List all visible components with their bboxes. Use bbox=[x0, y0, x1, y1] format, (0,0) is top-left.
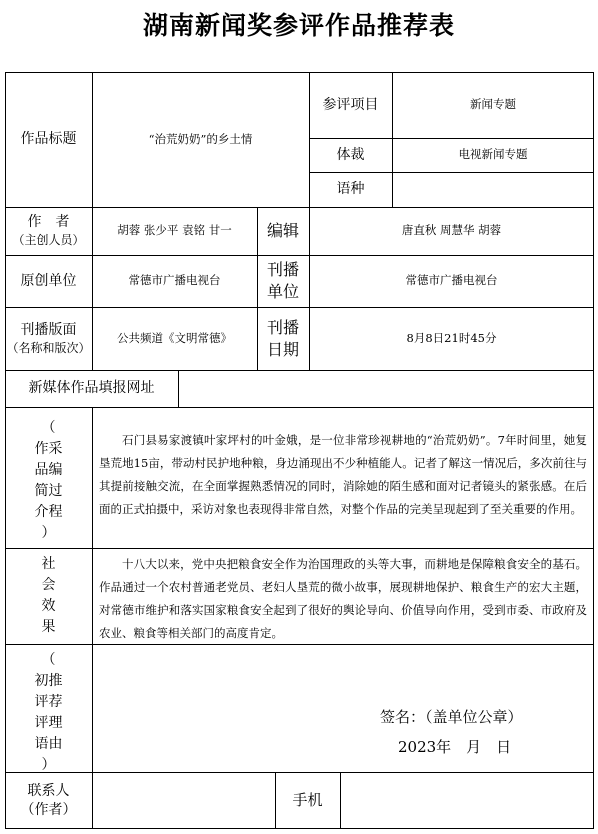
recommend-label bbox=[5, 650, 92, 776]
author-label-line2: （主创人员） bbox=[12, 233, 85, 248]
contact-label bbox=[5, 772, 92, 829]
publish-date-label-line1: 刊播 bbox=[266, 317, 299, 337]
social-label bbox=[5, 554, 92, 638]
work-title-value: “治荒奶奶”的乡土情 bbox=[148, 131, 253, 146]
genre-value: 电视新闻专题 bbox=[458, 147, 528, 162]
entry-item-label: 参评项目 bbox=[322, 96, 379, 113]
editor-value: 唐直秋 周慧华 胡蓉 bbox=[401, 223, 502, 238]
publish-edition-label-line1: 刊播版面 bbox=[20, 321, 77, 338]
genre-label: 体裁 bbox=[336, 146, 365, 163]
recommend-label-line: 初推 bbox=[34, 673, 63, 689]
contact-label-line1: 联系人 bbox=[27, 782, 70, 799]
contact-label-line2: （作者） bbox=[20, 801, 77, 818]
origin-unit-label: 原创单位 bbox=[20, 272, 77, 289]
editor-label: 编辑 bbox=[266, 221, 299, 241]
contact-value[interactable] bbox=[92, 772, 275, 829]
process-label-line: （ bbox=[41, 420, 56, 436]
entry-item-value: 新闻专题 bbox=[470, 97, 516, 112]
social-label-line: 果 bbox=[41, 619, 56, 635]
author-label bbox=[5, 207, 92, 255]
recommend-date: 2023年 月 日 bbox=[398, 738, 512, 756]
social-text: 十八大以来，党中央把粮食安全作为治国理政的头等大事，而耕地是保障粮食安全的基石。作品通过一个农村普通老党员、老妇人垦荒的微小故事，展现耕地保护、粮食生产的宏大主题，对常德市维护和落实国家粮食安全起到了很好的舆论导向、价值导向作用，受到市委、市政府及农业、粮食等相关部门的高度肯定。 bbox=[99, 557, 587, 640]
row-divider bbox=[5, 407, 594, 408]
phone-label: 手机 bbox=[292, 791, 323, 810]
publish-unit-label-line2: 单位 bbox=[266, 282, 299, 301]
recommend-label-line: 语由 bbox=[34, 736, 63, 752]
recommend-label-line: （ bbox=[41, 652, 56, 668]
process-label-line: 介程 bbox=[34, 504, 63, 520]
author-value: 胡蓉 张少平 袁铭 甘一 bbox=[117, 223, 232, 238]
process-label bbox=[5, 418, 92, 544]
process-text: 石门县易家渡镇叶家坪村的叶金娥，是一位非常珍视耕地的“治荒奶奶”。7年时间里，她复垦荒地15亩，带动村民护地种粮，身边涌现出不少种植能人。记者了解这一情况后，多次前往与其提前接触交流，在全面掌握熟悉情况的同时，消除她的陌生感和面对记者镜头的紧张感。在后面的正式拍摄中，采访对象也表现得非常自然，对整个作品的完美呈现起到了至关重要的作用。 bbox=[99, 433, 587, 516]
publish-unit-label bbox=[257, 255, 309, 307]
col-divider bbox=[92, 407, 93, 772]
process-label-line: 作采 bbox=[34, 441, 63, 457]
publish-unit-label-line1: 刊播 bbox=[266, 260, 299, 280]
language-label: 语种 bbox=[336, 181, 365, 198]
language-value bbox=[392, 172, 594, 207]
origin-unit-value: 常德市广播电视台 bbox=[128, 273, 221, 288]
publish-date-label bbox=[257, 307, 309, 370]
publish-date-value: 8月8日21时45分 bbox=[406, 330, 497, 345]
process-label-line: 品编 bbox=[34, 462, 63, 478]
work-title-label: 作品标题 bbox=[20, 131, 77, 148]
social-label-line: 效 bbox=[41, 598, 56, 614]
row-divider bbox=[5, 548, 594, 549]
social-label-line: 会 bbox=[41, 577, 56, 593]
publish-edition-label bbox=[5, 307, 92, 370]
process-label-line: ） bbox=[41, 525, 56, 541]
process-label-line: 简过 bbox=[34, 483, 63, 499]
form-title: 湖南新闻奖参评作品推荐表 bbox=[142, 11, 455, 40]
recommend-label-line: 评荐 bbox=[34, 694, 63, 710]
publish-edition-label-line2: （名称和版次） bbox=[6, 340, 91, 355]
publish-date-label-line2: 日期 bbox=[266, 339, 299, 359]
new-media-value[interactable] bbox=[178, 370, 594, 407]
publish-unit-value: 常德市广播电视台 bbox=[405, 273, 498, 288]
new-media-label: 新媒体作品填报网址 bbox=[28, 380, 155, 397]
author-label-line1: 作 者 bbox=[27, 214, 70, 231]
publish-edition-value: 公共频道《文明常德》 bbox=[117, 330, 232, 345]
recommend-label-line: 评理 bbox=[34, 715, 63, 731]
social-label-line: 社 bbox=[41, 556, 56, 572]
signature-line: 签名：（盖单位公章） bbox=[380, 708, 523, 726]
phone-value[interactable] bbox=[340, 772, 594, 829]
recommend-label-line: ） bbox=[41, 757, 56, 773]
